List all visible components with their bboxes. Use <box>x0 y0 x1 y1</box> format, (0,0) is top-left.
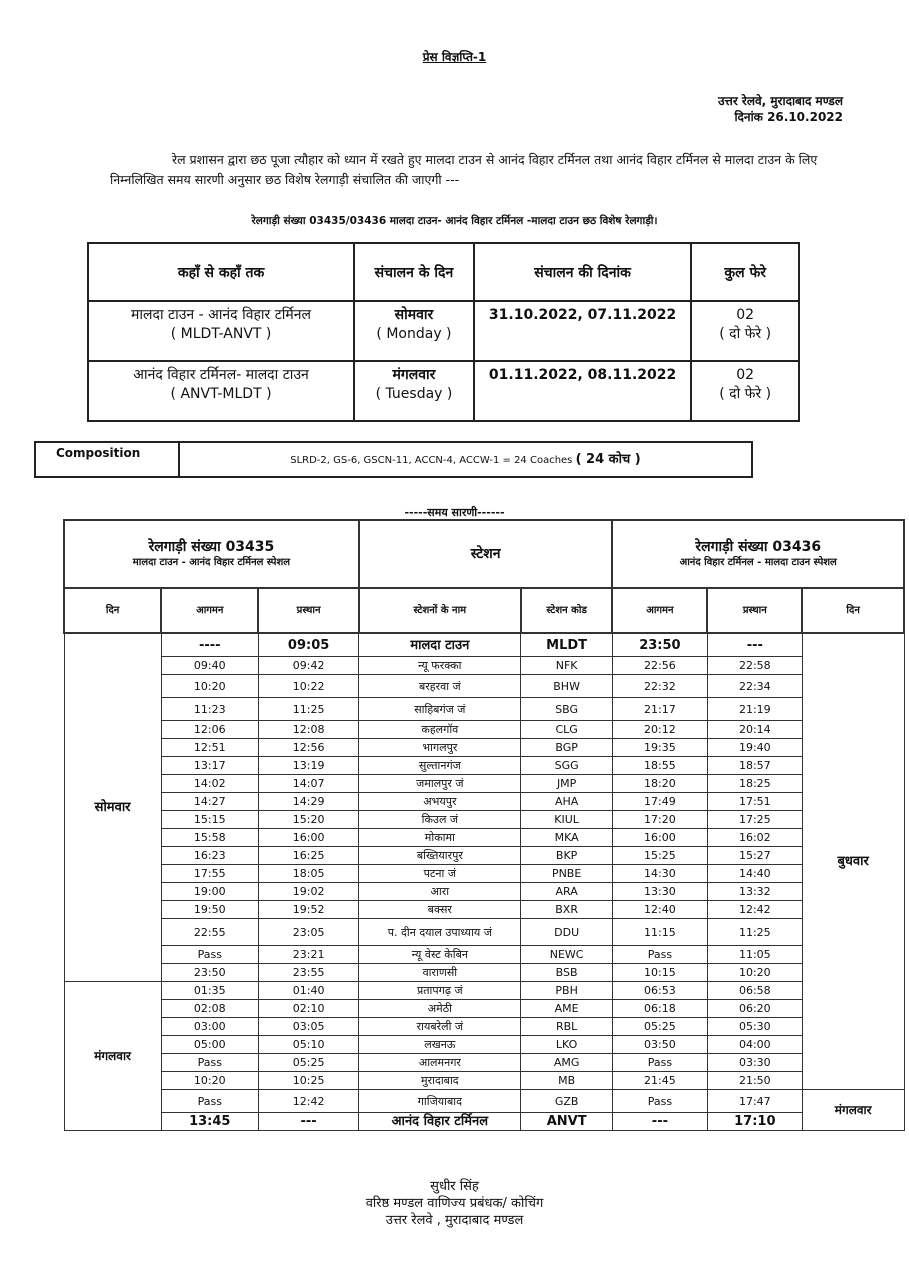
composition-value: SLRD-2, GS-6, GSCN-11, ACCN-4, ACCW-1 = 24 Coaches <box>290 455 573 466</box>
station-code: BHW <box>521 675 613 698</box>
station-name: कहलगॉव <box>359 721 521 739</box>
departure-left: 16:00 <box>258 829 359 847</box>
station-name: मालदा टाउन <box>359 633 521 657</box>
departure-left: 23:05 <box>258 919 359 946</box>
day-hindi: मंगलवार <box>392 367 436 383</box>
intro-paragraph: रेल प्रशासन द्वारा छठ पूजा त्यौहार को ध्यान में रखते हुए मालदा टाउन से आनंद विहार टर्मिनल तथा आनंद विहार टर्मिनल से मालदा टाउन के लिए निम्नलिखित समय सारणी अनुसार छठ विशेष रेलगाड़ी संचालित की जाएगी --- <box>110 152 818 187</box>
day-cell <box>354 361 474 421</box>
departure-right: 06:58 <box>707 982 802 1000</box>
arrival-left: 01:35 <box>161 982 258 1000</box>
station-name: बख्तियारपुर <box>359 847 521 865</box>
station-name: जमालपुर जं <box>359 775 521 793</box>
departure-right: 06:20 <box>707 1000 802 1018</box>
arrival-right: 18:20 <box>612 775 707 793</box>
departure-right: 16:02 <box>707 829 802 847</box>
arrival-right: 17:20 <box>612 811 707 829</box>
arrival-right: 03:50 <box>612 1036 707 1054</box>
departure-right: 11:25 <box>707 919 802 946</box>
departure-left: 05:25 <box>258 1054 359 1072</box>
departure-left: 11:25 <box>258 698 359 721</box>
station-header: स्टेशन <box>359 520 613 588</box>
route-name: मालदा टाउन - आनंद विहार टर्मिनल <box>131 307 312 323</box>
header-dates: संचालन की दिनांक <box>474 243 692 301</box>
arrival-left: ---- <box>161 633 258 657</box>
arrival-left: 14:02 <box>161 775 258 793</box>
departure-right: 20:14 <box>707 721 802 739</box>
station-name: भागलपुर <box>359 739 521 757</box>
departure-left: 23:21 <box>258 946 359 964</box>
arrival-right: 17:49 <box>612 793 707 811</box>
departure-left: 18:05 <box>258 865 359 883</box>
station-name: प्रतापगढ़ जं <box>359 982 521 1000</box>
arrival-right: 05:25 <box>612 1018 707 1036</box>
schedule-train-header <box>64 520 904 588</box>
arrival-right: 16:00 <box>612 829 707 847</box>
schedule-row <box>64 757 904 775</box>
departure-right: 15:27 <box>707 847 802 865</box>
station-code: PBH <box>521 982 613 1000</box>
schedule-row <box>64 657 904 675</box>
schedule-row <box>64 982 904 1000</box>
departure-right: --- <box>707 633 802 657</box>
signatory-office: उत्तर रेलवे , मुरादाबाद मण्डल <box>385 1213 524 1228</box>
arrival-right: 15:25 <box>612 847 707 865</box>
station-code: AMG <box>521 1054 613 1072</box>
departure-right: 17:47 <box>707 1090 802 1113</box>
route-name: आनंद विहार टर्मिनल- मालदा टाउन <box>133 367 309 383</box>
station-name: किउल जं <box>359 811 521 829</box>
station-name: लखनऊ <box>359 1036 521 1054</box>
header-days: संचालन के दिन <box>354 243 474 301</box>
signature-block <box>0 1178 909 1229</box>
station-name: बरहरवा जं <box>359 675 521 698</box>
arrival-right: 22:32 <box>612 675 707 698</box>
arrival-right: 20:12 <box>612 721 707 739</box>
header-route: कहाँ से कहाँ तक <box>88 243 354 301</box>
departure-right: 17:25 <box>707 811 802 829</box>
arrival-right: 22:56 <box>612 657 707 675</box>
departure-left: 12:08 <box>258 721 359 739</box>
station-code: AME <box>521 1000 613 1018</box>
station-name: साहिबगंज जं <box>359 698 521 721</box>
station-name: अभयपुर <box>359 793 521 811</box>
departure-left: 09:05 <box>258 633 359 657</box>
arrival-right: 23:50 <box>612 633 707 657</box>
departure-left: 14:29 <box>258 793 359 811</box>
schedule-row <box>64 919 904 946</box>
day-cell <box>354 301 474 361</box>
station-code: SGG <box>521 757 613 775</box>
day-hindi: सोमवार <box>394 307 434 323</box>
departure-right: 05:30 <box>707 1018 802 1036</box>
route-cell <box>88 301 354 361</box>
release-date: दिनांक 26.10.2022 <box>734 110 843 124</box>
station-name: सुल्तानगंज <box>359 757 521 775</box>
departure-left: 23:55 <box>258 964 359 982</box>
left-train-header <box>64 520 359 588</box>
signatory-name: सुधीर सिंह <box>430 1179 479 1194</box>
station-code: CLG <box>521 721 613 739</box>
departure-left: 12:56 <box>258 739 359 757</box>
arrival-left: 03:00 <box>161 1018 258 1036</box>
station-name: न्यू वेस्ट केबिन <box>359 946 521 964</box>
schedule-row <box>64 964 904 982</box>
departure-left: 13:19 <box>258 757 359 775</box>
route-code: ( ANVT-MLDT ) <box>170 386 272 402</box>
departure-left: 19:02 <box>258 883 359 901</box>
departure-right: 22:58 <box>707 657 802 675</box>
arrival-right: Pass <box>612 1090 707 1113</box>
departure-left: 03:05 <box>258 1018 359 1036</box>
schedule-row <box>64 1054 904 1072</box>
departure-left: 10:25 <box>258 1072 359 1090</box>
arrival-left: 10:20 <box>161 1072 258 1090</box>
col-departure-left: प्रस्थान <box>258 588 359 633</box>
station-code: BGP <box>521 739 613 757</box>
departure-right: 13:32 <box>707 883 802 901</box>
composition-box <box>34 441 753 478</box>
header-trips: कुल फेरे <box>691 243 799 301</box>
arrival-left: 19:00 <box>161 883 258 901</box>
summary-header-row <box>88 243 799 301</box>
station-name: बक्सर <box>359 901 521 919</box>
station-code: NEWC <box>521 946 613 964</box>
schedule-title: -----समय सारणी------ <box>404 506 505 519</box>
day-english: ( Tuesday ) <box>375 386 453 402</box>
trips-text: ( दो फेरे ) <box>719 386 772 402</box>
col-station-name: स्टेशनों के नाम <box>359 588 521 633</box>
schedule-row <box>64 1018 904 1036</box>
departure-right: 21:50 <box>707 1072 802 1090</box>
arrival-right: --- <box>612 1113 707 1131</box>
schedule-row <box>64 633 904 657</box>
arrival-left: 16:23 <box>161 847 258 865</box>
office-block <box>718 93 843 125</box>
station-code: GZB <box>521 1090 613 1113</box>
schedule-row <box>64 793 904 811</box>
route-cell <box>88 361 354 421</box>
trips-count: 02 <box>736 367 755 383</box>
arrival-left: Pass <box>161 1054 258 1072</box>
schedule-row <box>64 1072 904 1090</box>
departure-right: 18:57 <box>707 757 802 775</box>
right-day-cell: मंगलवार <box>802 1090 904 1131</box>
arrival-right: 18:55 <box>612 757 707 775</box>
station-code: ANVT <box>521 1113 613 1131</box>
right-day-cell: बुधवार <box>802 633 904 1090</box>
press-release-title: प्रेस विज्ञप्ति-1 <box>422 50 487 64</box>
arrival-left: 12:51 <box>161 739 258 757</box>
col-day-left: दिन <box>64 588 161 633</box>
station-code: AHA <box>521 793 613 811</box>
schedule-row <box>64 1090 904 1113</box>
departure-left: 15:20 <box>258 811 359 829</box>
departure-right: 04:00 <box>707 1036 802 1054</box>
schedule-row <box>64 775 904 793</box>
arrival-left: 13:45 <box>161 1113 258 1131</box>
summary-row <box>88 361 799 421</box>
station-name: रायबरेली जं <box>359 1018 521 1036</box>
arrival-left: 17:55 <box>161 865 258 883</box>
composition-value-cell <box>180 443 751 476</box>
schedule-row <box>64 1113 904 1131</box>
arrival-right: 06:53 <box>612 982 707 1000</box>
departure-left: 09:42 <box>258 657 359 675</box>
station-code: BSB <box>521 964 613 982</box>
col-arrival-right: आगमन <box>612 588 707 633</box>
arrival-left: 10:20 <box>161 675 258 698</box>
station-code: JMP <box>521 775 613 793</box>
departure-left: 05:10 <box>258 1036 359 1054</box>
station-code: BKP <box>521 847 613 865</box>
col-day-right: दिन <box>802 588 904 633</box>
departure-right: 17:10 <box>707 1113 802 1131</box>
station-code: RBL <box>521 1018 613 1036</box>
station-name: मोकामा <box>359 829 521 847</box>
day-english: ( Monday ) <box>376 326 452 342</box>
departure-right: 14:40 <box>707 865 802 883</box>
arrival-left: 15:15 <box>161 811 258 829</box>
station-code: SBG <box>521 698 613 721</box>
schedule-row <box>64 865 904 883</box>
departure-left: 01:40 <box>258 982 359 1000</box>
left-day-cell: सोमवार <box>64 633 161 982</box>
trips-count: 02 <box>736 307 755 323</box>
station-name: आनंद विहार टर्मिनल <box>359 1113 521 1131</box>
schedule-row <box>64 883 904 901</box>
col-departure-right: प्रस्थान <box>707 588 802 633</box>
arrival-left: 15:58 <box>161 829 258 847</box>
departure-right: 19:40 <box>707 739 802 757</box>
departure-left: 02:10 <box>258 1000 359 1018</box>
station-code: KIUL <box>521 811 613 829</box>
schedule-row <box>64 901 904 919</box>
arrival-left: Pass <box>161 1090 258 1113</box>
departure-right: 22:34 <box>707 675 802 698</box>
station-code: BXR <box>521 901 613 919</box>
right-train-header <box>612 520 904 588</box>
station-name: प. दीन दयाल उपाध्याय जं <box>359 919 521 946</box>
arrival-left: Pass <box>161 946 258 964</box>
arrival-right: 14:30 <box>612 865 707 883</box>
schedule-row <box>64 675 904 698</box>
arrival-right: Pass <box>612 1054 707 1072</box>
schedule-row <box>64 739 904 757</box>
office-name: उत्तर रेलवे, मुरादाबाद मण्डल <box>717 94 843 108</box>
station-name: मुरादाबाद <box>359 1072 521 1090</box>
arrival-left: 14:27 <box>161 793 258 811</box>
departure-right: 17:51 <box>707 793 802 811</box>
arrival-left: 13:17 <box>161 757 258 775</box>
arrival-left: 12:06 <box>161 721 258 739</box>
dates-cell: 01.11.2022, 08.11.2022 <box>474 361 692 421</box>
arrival-right: Pass <box>612 946 707 964</box>
station-name: आलमनगर <box>359 1054 521 1072</box>
arrival-right: 10:15 <box>612 964 707 982</box>
station-code: ARA <box>521 883 613 901</box>
departure-left: 16:25 <box>258 847 359 865</box>
arrival-right: 19:35 <box>612 739 707 757</box>
train-heading: रेलगाड़ी संख्या 03435/03436 मालदा टाउन- आनंद विहार टर्मिनल -मालदा टाउन छठ विशेष रेलगाड़ी। <box>251 215 658 227</box>
summary-table <box>87 242 800 422</box>
arrival-right: 21:45 <box>612 1072 707 1090</box>
station-code: DDU <box>521 919 613 946</box>
arrival-left: 02:08 <box>161 1000 258 1018</box>
station-code: NFK <box>521 657 613 675</box>
col-arrival-left: आगमन <box>161 588 258 633</box>
departure-left: 12:42 <box>258 1090 359 1113</box>
station-name: अमेठी <box>359 1000 521 1018</box>
schedule-table <box>63 519 905 1131</box>
dates-cell: 31.10.2022, 07.11.2022 <box>474 301 692 361</box>
trips-cell <box>691 361 799 421</box>
departure-right: 21:19 <box>707 698 802 721</box>
right-train-number: रेलगाड़ी संख्या 03436 <box>695 539 822 555</box>
schedule-row <box>64 829 904 847</box>
arrival-left: 11:23 <box>161 698 258 721</box>
schedule-row <box>64 847 904 865</box>
arrival-left: 09:40 <box>161 657 258 675</box>
schedule-row <box>64 1036 904 1054</box>
summary-row <box>88 301 799 361</box>
station-name: पटना जं <box>359 865 521 883</box>
arrival-right: 12:40 <box>612 901 707 919</box>
station-code: PNBE <box>521 865 613 883</box>
left-train-number: रेलगाड़ी संख्या 03435 <box>148 539 275 555</box>
departure-left: 19:52 <box>258 901 359 919</box>
departure-left: 14:07 <box>258 775 359 793</box>
arrival-right: 13:30 <box>612 883 707 901</box>
arrival-left: 05:00 <box>161 1036 258 1054</box>
schedule-row <box>64 698 904 721</box>
arrival-left: 19:50 <box>161 901 258 919</box>
station-code: MLDT <box>521 633 613 657</box>
station-code: LKO <box>521 1036 613 1054</box>
schedule-row <box>64 721 904 739</box>
departure-right: 12:42 <box>707 901 802 919</box>
composition-total: ( 24 कोच ) <box>575 452 641 467</box>
schedule-row <box>64 1000 904 1018</box>
station-name: न्यू फरक्का <box>359 657 521 675</box>
signatory-designation: वरिष्ठ मण्डल वाणिज्य प्रबंधक/ कोचिंग <box>365 1196 544 1211</box>
col-station-code: स्टेशन कोड <box>521 588 613 633</box>
arrival-left: 23:50 <box>161 964 258 982</box>
departure-right: 18:25 <box>707 775 802 793</box>
station-name: वाराणसी <box>359 964 521 982</box>
route-code: ( MLDT-ANVT ) <box>170 326 272 342</box>
departure-right: 11:05 <box>707 946 802 964</box>
departure-right: 10:20 <box>707 964 802 982</box>
station-code: MB <box>521 1072 613 1090</box>
arrival-right: 11:15 <box>612 919 707 946</box>
arrival-left: 22:55 <box>161 919 258 946</box>
schedule-row <box>64 811 904 829</box>
departure-left: --- <box>258 1113 359 1131</box>
arrival-right: 06:18 <box>612 1000 707 1018</box>
departure-left: 10:22 <box>258 675 359 698</box>
right-train-name: आनंद विहार टर्मिनल - मालदा टाउन स्पेशल <box>679 557 837 568</box>
station-name: आरा <box>359 883 521 901</box>
station-code: MKA <box>521 829 613 847</box>
departure-right: 03:30 <box>707 1054 802 1072</box>
trips-text: ( दो फेरे ) <box>719 326 772 342</box>
trips-cell <box>691 301 799 361</box>
left-train-name: मालदा टाउन - आनंद विहार टर्मिनल स्पेशल <box>132 557 291 568</box>
arrival-right: 21:17 <box>612 698 707 721</box>
left-day-cell: मंगलवार <box>64 982 161 1131</box>
schedule-row <box>64 946 904 964</box>
schedule-column-header <box>64 588 904 633</box>
station-name: गाजियाबाद <box>359 1090 521 1113</box>
composition-label: Composition <box>36 443 180 476</box>
